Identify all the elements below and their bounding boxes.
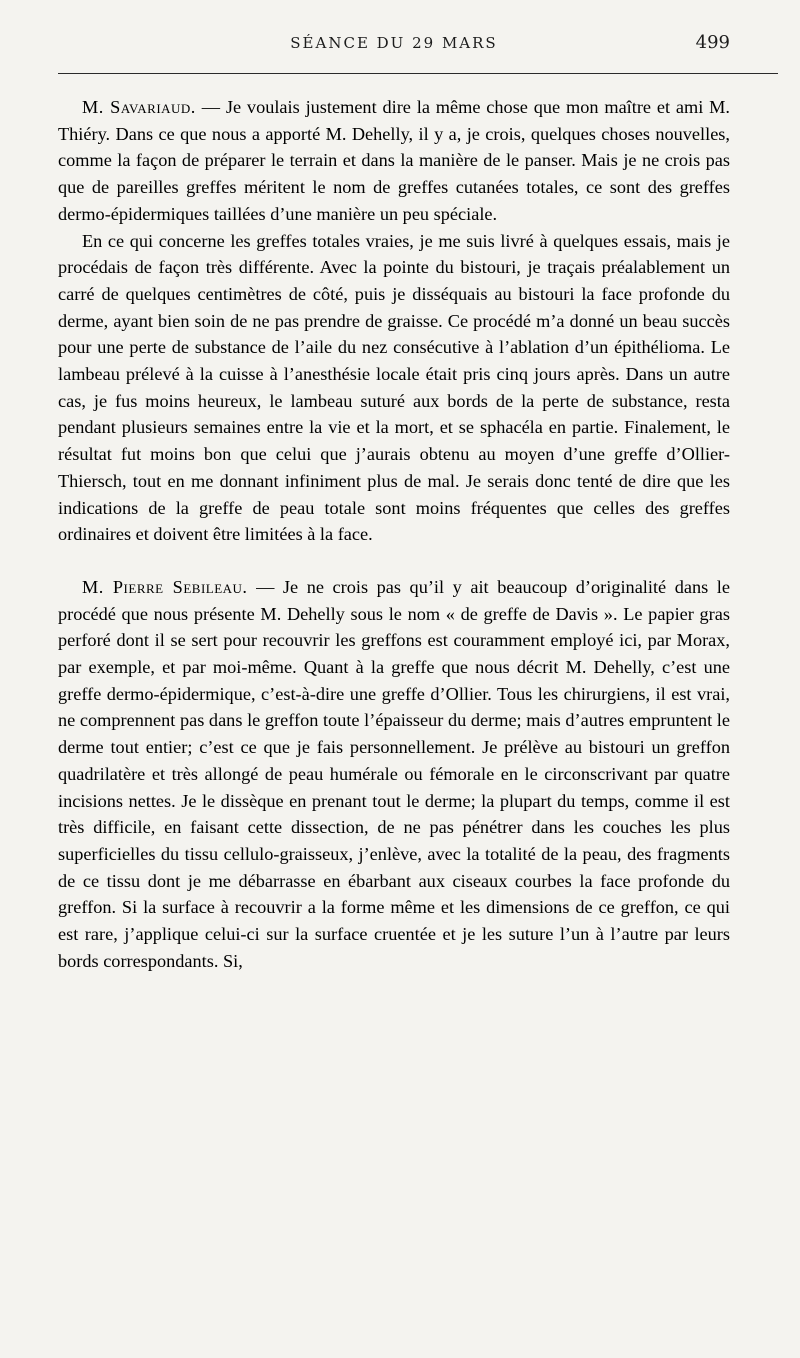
speaker-name: M. Savariaud. bbox=[82, 97, 196, 117]
running-head bbox=[58, 32, 730, 60]
paragraph-greffes-totales bbox=[58, 228, 730, 548]
paragraph-text: En ce qui concerne les greffes totales vraies, je me suis livré à quelques essais, mais je procédais de façon très différente. Avec la pointe du bistouri, je traçais préalablement un carré de quelques centimètres de côté, puis je disséquais au bistouri la face profonde du derme, ayant bien soin de ne pas prendre de graisse. Ce procédé m’a donné un beau succès pour une perte de substance de l’aile du nez consécutive à l’ablation d’un épithélioma. Le lambeau prélevé à la cuisse à l’anesthésie locale était pris cinq jours après. Dans un autre cas, je fus moins heureux, le lambeau suturé aux bords de la perte de substance, resta pendant plusieurs semaines entre la vie et la mort, et se sphacéla en partie. Finalement, le résultat fut moins bon que celui que j’aurais obtenu au moyen d’une greffe d’Ollier-Thiersch, tout en me donnant infiniment plus de mal. Je serais donc tenté de dire que les indications de la greffe de peau totale sont moins fréquentes que celles des greffes ordinaires et doivent être limitées à la face. bbox=[58, 230, 730, 545]
paragraph-text: — Je voulais justement dire la même chose que mon maître et ami M. Thiéry. Dans ce que nous a apporté M. Dehelly, il y a, je crois, quelques choses nouvelles, comme la façon de préparer le terrain et dans la manière de le panser. Mais je ne crois pas que de pareilles greffes méritent le nom de greffes cutanées totales, ce sont des greffes dermo-épidermiques taillées d’une manière un peu spéciale. bbox=[58, 97, 730, 224]
page-number: 499 bbox=[695, 32, 730, 53]
speaker-name: M. Pierre Sebileau. bbox=[82, 576, 248, 597]
paragraph-text: — Je ne crois pas qu’il y ait beaucoup d’originalité dans le procédé que nous présente M. Dehelly sous le nom « de greffe de Davis ». Le papier gras perforé dont il se sert pour recouvrir les greffons est couramment employé ici, par Morax, par exemple, et par moi-même. Quant à la greffe que nous décrit M. Dehelly, c’est une greffe dermo-épidermique, c’est-à-dire une greffe d’Ollier. Tous les chirurgiens, il est vrai, ne comprennent pas dans le greffon toute l’épaisseur du derme; mais d’autres empruntent le derme tout entier; c’est ce que je fais personnellement. Je prélève au bistouri un greffon quadrilatère et très allongé de peau humérale ou fémorale en le circonscrivant par quatre incisions nettes. Je le dissèque en prenant tout le derme; la plupart du temps, comme il est très difficile, en faisant cette dissection, de ne pas pénétrer dans les couches les plus superficielles du tissu cellulo-graisseux, j’enlève, avec la totalité de la peau, des fragments de ce tissu dont je me débarrasse en ébarbant aux ciseaux courbes la face profonde du greffon. Si la surface à recouvrir a la forme même et les dimensions de ce greffon, ce qui est rare, j’applique celui-ci sur la surface cruentée et je les suture l’un à l’autre par leurs bords correspondants. Si, bbox=[58, 576, 730, 971]
body-text bbox=[58, 94, 730, 975]
paragraph-savariaud bbox=[58, 94, 730, 228]
running-title: SÉANCE DU 29 MARS bbox=[290, 34, 498, 52]
paragraph-sebileau bbox=[58, 574, 730, 975]
header-rule bbox=[58, 73, 778, 74]
